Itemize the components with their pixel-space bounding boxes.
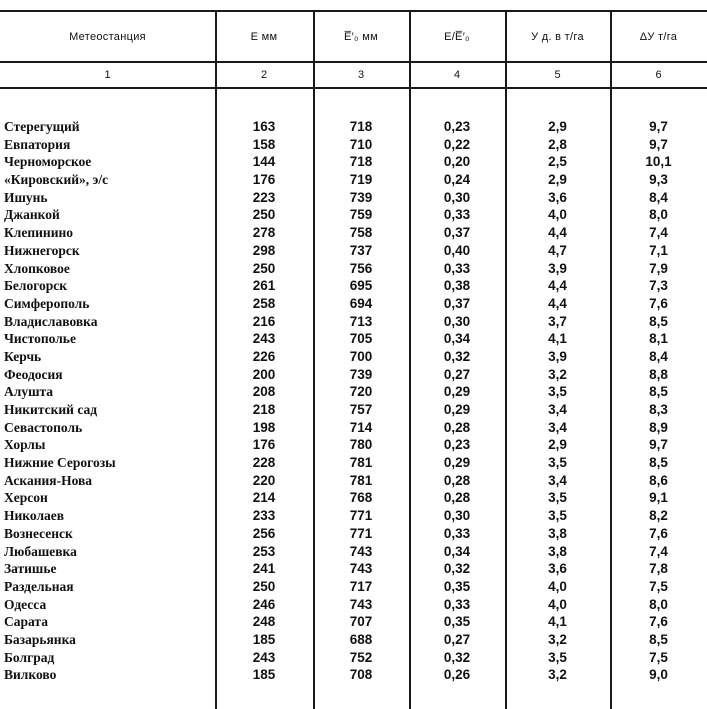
- station-cell: Вилково: [4, 667, 57, 683]
- ud-cell: 4,0: [548, 207, 567, 223]
- ud-cell: 4,4: [548, 278, 567, 294]
- du-cell: 8,5: [649, 384, 668, 400]
- e-cell: 253: [252, 543, 276, 559]
- station-cell: Любашевка: [4, 543, 77, 559]
- e0-cell: 781: [349, 455, 373, 471]
- ud-cell: 3,4: [548, 419, 567, 435]
- column-number-2: 2: [260, 69, 268, 81]
- ud-cell: 2,5: [548, 154, 567, 170]
- e-cell: 185: [252, 667, 276, 683]
- du-cell: 7,6: [649, 525, 668, 541]
- column-number-rule: [0, 87, 707, 89]
- e0-cell: 771: [349, 525, 373, 541]
- header-ratio: E/E̅′₀: [444, 31, 470, 43]
- du-cell: 7,4: [649, 543, 668, 559]
- ratio-cell: 0,35: [443, 578, 471, 594]
- ud-cell: 3,5: [548, 490, 567, 506]
- ratio-cell: 0,38: [443, 278, 471, 294]
- header-e: E мм: [250, 31, 278, 43]
- e-cell: 258: [252, 295, 276, 311]
- e-cell: 223: [252, 189, 276, 205]
- ratio-cell: 0,28: [443, 419, 471, 435]
- table-top-rule: [0, 10, 707, 12]
- station-cell: Нижние Серогозы: [4, 455, 116, 471]
- ud-cell: 3,5: [548, 384, 567, 400]
- e0-cell: 757: [349, 402, 373, 417]
- du-cell: 9,7: [649, 136, 668, 152]
- ud-cell: 4,0: [548, 578, 567, 594]
- du-cell: 8,5: [649, 631, 668, 647]
- e0-cell: 743: [349, 561, 373, 577]
- station-cell: Чистополье: [4, 331, 76, 347]
- ratio-cell: 0,20: [443, 154, 471, 170]
- ratio-cell: 0,34: [443, 331, 471, 347]
- station-cell: Сарата: [4, 614, 48, 630]
- ratio-cell: 0,37: [443, 225, 471, 241]
- header-du: ΔУ т/га: [639, 31, 678, 43]
- ud-column: [505, 118, 610, 684]
- station-cell: Аскания-Нова: [4, 472, 93, 488]
- e0-cell: 739: [349, 366, 373, 382]
- ud-cell: 2,9: [548, 119, 567, 134]
- station-cell: Владиславовка: [4, 313, 98, 329]
- e0-cell: 718: [349, 154, 373, 170]
- ratio-cell: 0,28: [443, 490, 471, 506]
- du-cell: 7,8: [649, 561, 668, 577]
- ratio-cell: 0,34: [443, 543, 471, 559]
- ratio-cell: 0,27: [443, 631, 471, 647]
- e0-column: [313, 118, 409, 684]
- ratio-cell: 0,26: [443, 667, 471, 683]
- ud-cell: 3,2: [548, 631, 567, 647]
- e-cell: 243: [252, 331, 276, 347]
- ud-cell: 2,8: [548, 136, 567, 152]
- station-cell: Ишунь: [4, 189, 48, 205]
- station-cell: Затишье: [4, 561, 57, 577]
- du-cell: 8,4: [649, 348, 668, 364]
- station-cell: Николаев: [4, 508, 65, 524]
- station-cell: Никитский сад: [4, 402, 98, 417]
- ud-cell: 2,9: [548, 172, 567, 188]
- station-cell: Симферополь: [4, 295, 90, 311]
- ratio-cell: 0,24: [443, 172, 471, 188]
- du-cell: 8,3: [649, 402, 668, 417]
- e-cell: 261: [252, 278, 276, 294]
- du-cell: 8,0: [649, 596, 668, 612]
- ratio-cell: 0,33: [443, 207, 471, 223]
- station-cell: Керчь: [4, 348, 42, 364]
- e-cell: 200: [252, 366, 276, 382]
- e0-cell: 743: [349, 543, 373, 559]
- e-cell: 256: [252, 525, 276, 541]
- ratio-cell: 0,32: [443, 649, 471, 665]
- column-number-5: 5: [554, 69, 561, 81]
- ud-cell: 3,8: [548, 543, 567, 559]
- ud-cell: 4,4: [548, 295, 567, 311]
- du-cell: 7,6: [649, 614, 668, 630]
- ud-cell: 3,8: [548, 525, 567, 541]
- e-cell: 250: [252, 578, 276, 594]
- e-cell: 218: [252, 402, 276, 417]
- station-cell: Севастополь: [4, 419, 83, 435]
- e0-cell: 713: [349, 313, 373, 329]
- column-number-6: 6: [655, 69, 662, 81]
- e-cell: 198: [252, 419, 276, 435]
- ud-cell: 3,5: [548, 649, 567, 665]
- station-cell: Хорлы: [4, 437, 46, 453]
- ud-cell: 3,7: [548, 313, 567, 329]
- e0-cell: 714: [349, 419, 373, 435]
- du-cell: 8,5: [649, 455, 668, 471]
- station-cell: Болград: [4, 649, 55, 665]
- e0-cell: 719: [349, 172, 373, 188]
- e0-cell: 780: [349, 437, 373, 453]
- e-cell: 246: [252, 596, 276, 612]
- station-cell: Херсон: [4, 490, 48, 506]
- du-cell: 7,5: [649, 578, 668, 594]
- e0-cell: 688: [349, 631, 373, 647]
- station-cell: Джанкой: [4, 207, 60, 223]
- e-cell: 185: [252, 631, 276, 647]
- du-cell: 7,9: [649, 260, 668, 276]
- ud-cell: 3,9: [548, 348, 567, 364]
- e0-cell: 695: [349, 278, 373, 294]
- e-cell: 163: [252, 119, 276, 134]
- e-cell: 176: [252, 437, 276, 453]
- ratio-cell: 0,29: [443, 402, 471, 417]
- e0-cell: 768: [349, 490, 373, 506]
- station-cell: Нижнегорск: [4, 242, 80, 258]
- ratio-cell: 0,37: [443, 295, 471, 311]
- du-cell: 8,6: [649, 472, 668, 488]
- e0-cell: 737: [349, 242, 373, 258]
- du-cell: 8,9: [649, 419, 668, 435]
- ratio-cell: 0,30: [443, 189, 471, 205]
- ratio-cell: 0,32: [443, 348, 471, 364]
- e-cell: 214: [252, 490, 276, 506]
- e0-cell: 781: [349, 472, 373, 488]
- ratio-cell: 0,40: [443, 242, 471, 258]
- ud-cell: 3,2: [548, 366, 567, 382]
- e0-cell: 707: [349, 614, 373, 630]
- e-cell: 216: [252, 313, 276, 329]
- ratio-cell: 0,23: [443, 119, 471, 134]
- e-cell: 243: [252, 649, 276, 665]
- e-cell: 250: [252, 260, 276, 276]
- ud-cell: 3,2: [548, 667, 567, 683]
- ud-cell: 3,5: [548, 508, 567, 524]
- e0-cell: 710: [349, 136, 373, 152]
- ud-cell: 4,1: [548, 331, 567, 347]
- du-cell: 9,7: [649, 437, 668, 453]
- station-cell: Белогорск: [4, 278, 68, 294]
- du-cell: 8,5: [649, 313, 668, 329]
- e0-cell: 756: [349, 260, 373, 276]
- e0-cell: 752: [349, 649, 373, 665]
- du-cell: 8,4: [649, 189, 668, 205]
- du-cell: 7,5: [649, 649, 668, 665]
- ratio-cell: 0,29: [443, 455, 471, 471]
- station-cell: Черноморское: [4, 154, 92, 170]
- e0-cell: 759: [349, 207, 373, 223]
- e-column: [215, 118, 313, 684]
- station-cell: Одесса: [4, 596, 47, 612]
- station-cell: Алушта: [4, 384, 54, 400]
- ratio-cell: 0,32: [443, 561, 471, 577]
- ratio-cell: 0,35: [443, 614, 471, 630]
- e-cell: 250: [252, 207, 276, 223]
- station-cell: Евпатория: [4, 136, 71, 152]
- du-cell: 7,6: [649, 295, 668, 311]
- ratio-cell: 0,22: [443, 136, 471, 152]
- ud-cell: 3,9: [548, 260, 567, 276]
- e0-cell: 694: [349, 295, 373, 311]
- du-cell: 8,2: [649, 508, 668, 524]
- ud-cell: 3,5: [548, 455, 567, 471]
- ratio-cell: 0,33: [443, 596, 471, 612]
- du-cell: 7,3: [649, 278, 668, 294]
- ud-cell: 4,4: [548, 225, 567, 241]
- station-cell: Вознесенск: [4, 525, 73, 541]
- e0-cell: 758: [349, 225, 373, 241]
- station-cell: Хлопковое: [4, 260, 70, 276]
- station-cell: «Кировский», э/с: [4, 172, 109, 188]
- e-cell: 176: [252, 172, 276, 188]
- e0-cell: 720: [349, 384, 373, 400]
- column-number-3: 3: [357, 69, 365, 81]
- e-cell: 226: [252, 348, 276, 364]
- ratio-cell: 0,27: [443, 366, 471, 382]
- e0-cell: 718: [349, 119, 373, 134]
- du-cell: 8,1: [649, 331, 668, 347]
- ud-cell: 3,6: [548, 189, 567, 205]
- e0-cell: 717: [349, 578, 373, 594]
- header-station: Метеостанция: [69, 31, 146, 43]
- ratio-cell: 0,30: [443, 313, 471, 329]
- e0-cell: 771: [349, 508, 373, 524]
- ratio-cell: 0,28: [443, 472, 471, 488]
- du-column: [610, 118, 707, 684]
- e-cell: 248: [252, 614, 276, 630]
- header-ud: У д. в т/га: [531, 31, 584, 43]
- ud-cell: 4,1: [548, 614, 567, 630]
- e0-cell: 700: [349, 348, 373, 364]
- header-e0: E̅′₀ мм: [344, 31, 378, 43]
- station-cell: Феодосия: [4, 366, 63, 382]
- station-cell: Клепинино: [4, 225, 73, 241]
- station-cell: Раздельная: [4, 578, 74, 594]
- ratio-cell: 0,23: [443, 437, 471, 453]
- e0-cell: 705: [349, 331, 373, 347]
- e-cell: 233: [252, 508, 276, 524]
- ud-cell: 4,0: [548, 596, 567, 612]
- e-cell: 228: [252, 455, 276, 471]
- header-bottom-rule: [0, 61, 707, 63]
- ud-cell: 3,4: [548, 472, 567, 488]
- e-cell: 158: [252, 136, 276, 152]
- du-cell: 7,4: [649, 225, 668, 241]
- station-cell: Базарьянка: [4, 631, 76, 647]
- e-cell: 298: [252, 242, 276, 258]
- station-column: [4, 118, 214, 684]
- column-number-4: 4: [453, 69, 461, 81]
- e-cell: 278: [252, 225, 276, 241]
- ratio-cell: 0,30: [443, 508, 471, 524]
- du-cell: 9,3: [649, 172, 668, 188]
- e0-cell: 739: [349, 189, 373, 205]
- du-cell: 9,0: [649, 667, 668, 683]
- du-cell: 9,7: [649, 119, 668, 134]
- du-cell: 8,0: [649, 207, 668, 223]
- du-cell: 10,1: [645, 154, 672, 170]
- station-cell: Стерегущий: [4, 119, 80, 134]
- ratio-cell: 0,33: [443, 260, 471, 276]
- du-cell: 9,1: [649, 490, 668, 506]
- ratio-column: [409, 118, 505, 684]
- ud-cell: 2,9: [548, 437, 567, 453]
- e-cell: 241: [252, 561, 276, 577]
- du-cell: 7,1: [649, 242, 668, 258]
- e0-cell: 708: [349, 667, 373, 683]
- e-cell: 144: [252, 154, 276, 170]
- ud-cell: 3,6: [548, 561, 567, 577]
- e-cell: 208: [252, 384, 276, 400]
- ratio-cell: 0,33: [443, 525, 471, 541]
- e0-cell: 743: [349, 596, 373, 612]
- ud-cell: 3,4: [548, 402, 567, 417]
- ud-cell: 4,7: [548, 242, 567, 258]
- du-cell: 8,8: [649, 366, 668, 382]
- column-number-1: 1: [104, 69, 111, 81]
- e-cell: 220: [252, 472, 276, 488]
- ratio-cell: 0,29: [443, 384, 471, 400]
